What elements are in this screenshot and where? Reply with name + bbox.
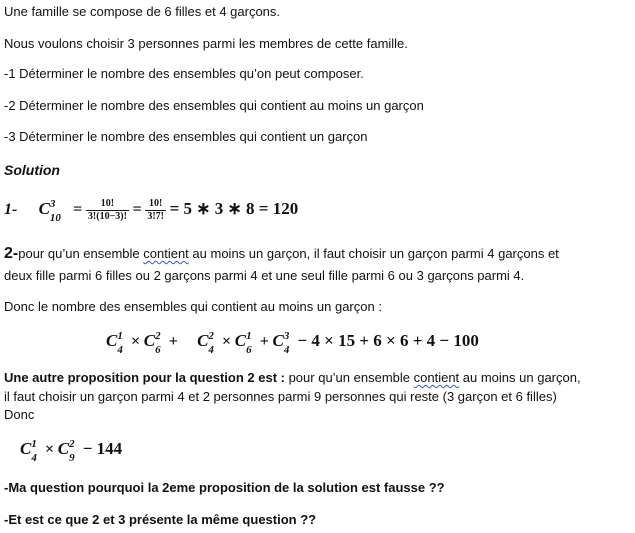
solution-2-text: pour qu’un ensemble xyxy=(18,246,144,261)
fraction-2-numerator: 10! xyxy=(145,198,166,211)
formula-2-tail: − 4 × 15 + 6 × 6 + 4 − 100 xyxy=(297,331,479,350)
solution-2-text: au moins un garçon, il faut choisir un garçon parmi 4 garçons et xyxy=(188,246,559,261)
fraction-2 xyxy=(145,198,166,223)
solution-2-line: deux fille parmi 6 filles ou 2 garçons parmi 4 et une seul fille parmi 6 ou 3 garçons parmi 4. xyxy=(4,268,525,283)
solution-2-formula xyxy=(106,328,479,356)
solution-1-formula xyxy=(4,196,298,226)
times-sign: × xyxy=(130,333,141,350)
equals-sign: = xyxy=(132,201,142,218)
question-1: -1 Déterminer le nombre des ensembles qu’on peut composer. xyxy=(4,66,364,81)
times-sign: × xyxy=(44,441,55,458)
binomial-c-6-2: C 2 6 xyxy=(143,330,161,356)
binomial-sub: 10 xyxy=(49,212,61,224)
solution-1-label: 1- xyxy=(4,201,18,218)
binomial-c-4-1: C 1 4 xyxy=(106,330,123,356)
solution-2-line xyxy=(4,246,559,262)
plus-sign: + xyxy=(168,333,178,350)
user-question-2: -Et est ce que 2 et 3 présente la même question ?? xyxy=(4,512,317,527)
binomial-sup: 3 xyxy=(49,198,56,210)
alternative-proposal-text: pour qu’un ensemble xyxy=(284,370,414,385)
question-2: -2 Déterminer le nombre des ensembles qui contient au moins un garçon xyxy=(4,98,424,113)
fraction-1-denominator: 3!(10−3)! xyxy=(87,211,127,223)
donc-line: Donc le nombre des ensembles qui contient au moins un garçon : xyxy=(4,299,382,314)
fraction-1 xyxy=(86,198,129,223)
question-3: -3 Déterminer le nombre des ensembles qui contient un garçon xyxy=(4,129,368,144)
solution-2-label: 2- xyxy=(4,245,19,262)
binomial-letter: C xyxy=(38,199,50,218)
solution-heading: Solution xyxy=(4,162,60,178)
binomial-c-4-2: C 2 4 xyxy=(197,330,214,356)
binomial-c-4-3: C 3 4 xyxy=(272,330,290,356)
binomial-c-9-2: C 2 9 xyxy=(57,438,75,464)
user-question-1: -Ma question pourquoi la 2eme proposition de la solution est fausse ?? xyxy=(4,480,445,495)
alternative-proposal-line: Donc xyxy=(4,407,35,422)
misspelled-word: contient xyxy=(143,246,189,261)
problem-statement-line: Nous voulons choisir 3 personnes parmi les membres de cette famille. xyxy=(4,36,408,51)
binomial-c-4-1: C 1 4 xyxy=(20,438,37,464)
alternative-formula xyxy=(20,436,122,464)
times-sign: × xyxy=(222,333,232,350)
alternative-proposal-text: au moins un garçon, xyxy=(459,370,581,385)
fraction-2-denominator: 3!7! xyxy=(147,211,164,223)
alternative-proposal-title: Une autre proposition pour la question 2 est : xyxy=(4,370,285,385)
binomial-c-10-3 xyxy=(38,196,61,224)
fraction-1-numerator: 10! xyxy=(86,198,129,211)
equals-sign: = xyxy=(73,201,83,218)
problem-statement-line: Une famille se compose de 6 filles et 4 garçons. xyxy=(4,4,281,19)
alternative-proposal-line: il faut choisir un garçon parmi 4 et 2 personnes parmi 9 personnes qui reste (3 garçon et 6 filles) xyxy=(4,389,557,404)
formula-3-tail: − 144 xyxy=(82,439,123,458)
solution-1-result: = 5 ∗ 3 ∗ 8 = 120 xyxy=(169,199,299,218)
binomial-c-6-1: C 1 6 xyxy=(234,330,252,356)
misspelled-word: contient xyxy=(413,370,460,385)
plus-sign: + xyxy=(259,333,269,350)
alternative-proposal-line xyxy=(4,370,581,386)
